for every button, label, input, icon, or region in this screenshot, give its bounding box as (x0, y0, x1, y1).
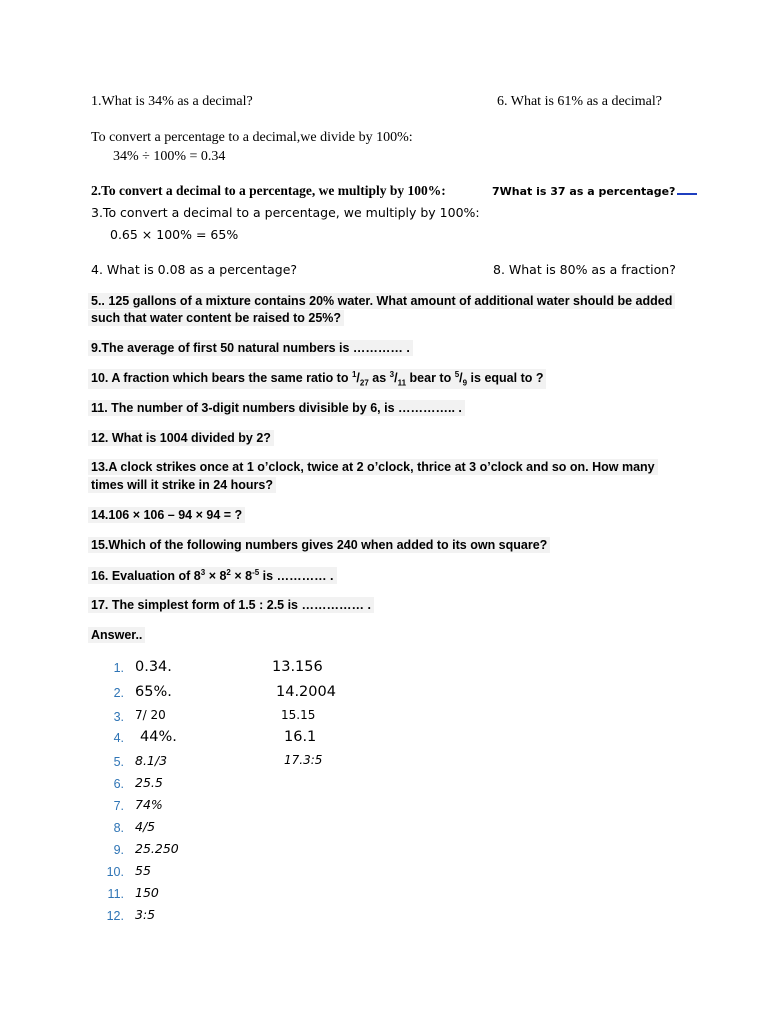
answer-value: 25.5 (135, 775, 163, 790)
q10-fraction-2-denominator: 11 (397, 378, 407, 388)
answer-16: 16.1 (284, 729, 317, 745)
answer-blank-underline (677, 193, 697, 195)
answer-value: 0.34. (135, 659, 172, 675)
question-2: 2.To convert a decimal to a percentage, we multiply by 100%: (91, 183, 446, 198)
q10-fraction-3-denominator: 9 (462, 378, 468, 388)
question-8: 8. What is 80% as a fraction? (493, 262, 676, 277)
question-5-line-2: such that water content be raised to 25%? (88, 310, 344, 326)
q16-text-c: × 8 (230, 569, 253, 584)
q16-text-b: × 8 (205, 569, 227, 584)
q10-fraction-1-numerator: 1 (351, 370, 357, 379)
question-13-line-2: times will it strike in 24 hours? (88, 477, 276, 493)
q16-exponent-2: 2 (226, 568, 231, 577)
answer-value: 4/5 (135, 819, 156, 834)
answer-number: 7. (113, 799, 124, 813)
answer-number: 6. (113, 777, 124, 791)
question-17: 17. The simplest form of 1.5 : 2.5 is …………… . (88, 597, 374, 613)
answer-13: 13.156 (272, 659, 323, 675)
question-11: 11. The number of 3-digit numbers divisible by 6, is ………….. . (88, 400, 465, 416)
answer-number: 11. (107, 887, 124, 901)
q10-fraction-3-numerator: 5 (454, 370, 460, 379)
question-6: 6. What is 61% as a decimal? (497, 94, 662, 109)
explanation-calculation: 34% ÷ 100% = 0.34 (113, 149, 226, 164)
question-15: 15.Which of the following numbers gives 240 when added to its own square? (88, 537, 550, 553)
q16-text-a: 16. Evaluation of 8 (91, 569, 201, 584)
explanation-text: To convert a percentage to a decimal,we divide by 100%: (91, 130, 413, 145)
answer-value: 65%. (135, 684, 172, 700)
question-16 (88, 567, 337, 584)
answer-number: 3. (113, 710, 124, 724)
q10-fraction-1-denominator: 27 (359, 378, 369, 388)
answer-15: 15.15 (281, 708, 316, 722)
question-14: 14.106 × 106 – 94 × 94 = ? (88, 507, 245, 523)
answer-value: 150 (135, 885, 159, 900)
question-5-line-1: 5.. 125 gallons of a mixture contains 20% water. What amount of additional water should be added (88, 293, 675, 309)
question-7-text: 7What is 37 as a percentage? (492, 185, 676, 198)
question-10: 10. A fraction which bears the same ratio to $^1/_{27}$ as $^3/_{11}$ bear to $^5/_9$ is equal to ? (88, 369, 546, 389)
q16-exponent-3: -5 (252, 568, 260, 577)
answer-value: 25.250 (135, 841, 179, 856)
answer-number: 5. (113, 755, 124, 769)
answer-number: 2. (113, 686, 124, 700)
question-3: 3.To convert a decimal to a percentage, we multiply by 100%: (91, 205, 480, 220)
question-12: 12. What is 1004 divided by 2? (88, 430, 274, 446)
answer-number: 10. (106, 865, 124, 879)
answer-number: 12. (106, 909, 124, 923)
question-7 (492, 185, 697, 198)
q10-text-a: 10. A fraction which bears the same ratio to (91, 371, 352, 386)
question-1: 1.What is 34% as a decimal? (91, 94, 253, 109)
q10-text-b: as (368, 371, 390, 386)
q16-text-d: is ………… . (259, 569, 334, 584)
answer-value: 7/ 20 (135, 708, 166, 722)
q16-exponent-1: 3 (200, 568, 206, 577)
q10-text-d: is equal to ? (467, 371, 544, 386)
answer-number: 9. (113, 843, 124, 857)
answer-17: 17.3:5 (284, 753, 323, 767)
question-9: 9.The average of first 50 natural numbers is ………… . (88, 340, 413, 356)
question-13-line-1: 13.A clock strikes once at 1 o’clock, twice at 2 o’clock, thrice at 3 o’clock and so on. How many (88, 459, 658, 475)
answer-value: 55 (135, 863, 151, 878)
q10-fraction-2-numerator: 3 (389, 370, 395, 379)
answer-14: 14.2004 (276, 684, 336, 700)
question-4: 4. What is 0.08 as a percentage? (91, 262, 298, 277)
answer-number: 1. (113, 661, 124, 675)
answer-number: 4. (113, 731, 124, 745)
answer-value: 74% (135, 797, 163, 812)
answer-value: 44%. (140, 729, 177, 745)
answer-number: 8. (113, 821, 124, 835)
answer-value: 3:5 (135, 907, 156, 922)
q10-text-c: bear to (406, 371, 455, 386)
answer-value: 8.1/3 (135, 753, 168, 768)
answer-heading: Answer.. (88, 627, 145, 643)
question-3-calculation: 0.65 × 100% = 65% (110, 227, 239, 242)
